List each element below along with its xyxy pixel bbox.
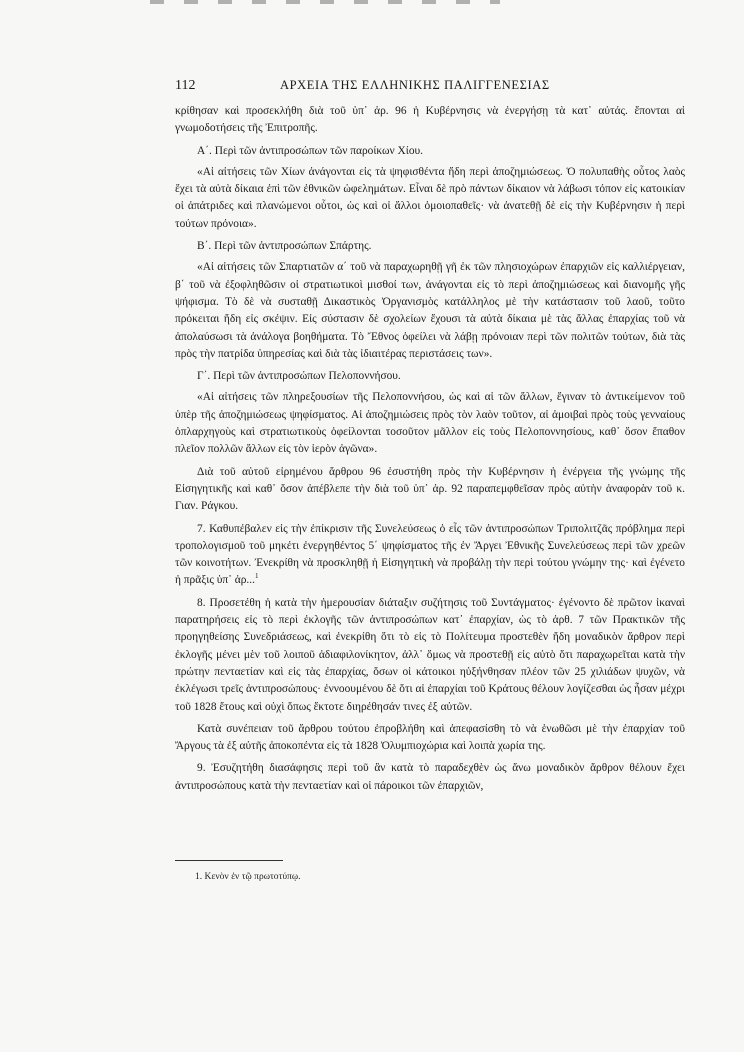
footnote-divider xyxy=(175,860,283,861)
section-heading-chios: Α΄. Περὶ τῶν ἀντιπροσώπων τῶν παροίκων Χίου. xyxy=(197,144,424,157)
running-head: ΑΡΧΕΙΑ ΤΗΣ ΕΛΛΗΝΙΚΗΣ ΠΑΛΙΓΓΕΝΕΣΙΑΣ xyxy=(280,78,550,92)
scan-artifact-top xyxy=(150,0,500,4)
paragraph-article-96: Διὰ τοῦ αὐτοῦ εἰρημένου ἄρθρου 96 ἐσυστήθη πρὸς τὴν Κυβέρνησιν ἡ ἐνέργεια τῆς γνώμης τῆς Εἰσηγητικῆς καὶ καθ᾽ ὅσον ἀπέβλεπε τὴν διὰ τοῦ ὑπ᾽ ἀρ. 92 παραπεμφθεῖσαν πρὸς αὐτὴν ἀναφορὰν τοῦ κ. Γιαν. Ράγκου. xyxy=(175,465,685,513)
footnote: 1. Κενὸν ἐν τῷ πρωτοτύπῳ. xyxy=(195,872,301,882)
footnote-mark: 1 xyxy=(254,572,259,581)
paragraph-item-7 xyxy=(175,521,685,590)
paragraph-peloponnese: «Αἱ αἰτήσεις τῶν πληρεξουσίων τῆς Πελοποννήσου, ὡς καὶ αἱ τῶν ἄλλων, ἔγιναν τὸ ἀντικείμενον τοῦ ὑπὲρ τῆς ἀποζημιώσεως ψηφίσματος. Αἱ ἀποζημιώσεις πρὸς τὸν λαὸν τοῦτον, αἱ ἀμοιβαὶ πρὸς τοὺς γενναίους ὁπλαρχηγοὺς καὶ στρατιωτικοὺς ὀφείλονται τοσοῦτον μᾶλλον εἰς τοὺς Πελοποννησίους, καθ᾽ ὅσον ἔπαθον πλεῖον πολλῶν ἄλλων εἰς τὸν ἱερὸν ἀγῶνα». xyxy=(175,391,685,456)
page-number: 112 xyxy=(175,78,196,93)
paragraph-sparta: «Αἱ αἰτήσεις τῶν Σπαρτιατῶν α΄ τοῦ νὰ παραχωρηθῇ γῆ ἐκ τῶν πλησιοχώρων ἐπαρχιῶν εἰς καλλιέργειαν, β΄ τοῦ νὰ ἐξοφληθῶσιν οἱ στρατιωτικοὶ μισθοί των, ἀνάγονται εἰς τὸ περὶ ἀποζημιώσεως καὶ διανομῆς γῆς ψήφισμα. Τὸ δὲ νὰ συσταθῇ Δικαστικὸς Ὀργανισμὸς κατάλληλος μὲ τὴν κατάστασιν τοῦ λαοῦ, τοῦτο πρόκειται ἤδη εἰς σκέψιν. Εἰς σύστασιν δὲ σχολείων ἔχουσι τὰ αὐτὰ δίκαια μὲ τὰς ἄλλας ἐπαρχίας τοῦ νὰ ἀπολαύσωσι τὰ ἀνάλογα βοηθήματα. Τὸ Ἔθνος ὀφείλει νὰ λάβῃ πρόνοιαν περὶ τῶν πολιτῶν τούτων, διὰ τὰς πρὸς τὴν πατρίδα ὑπηρεσίας καὶ διὰ τὰς ἰδιαιτέρας περιστάσεις των». xyxy=(175,261,685,360)
section-heading-sparta: Β΄. Περὶ τῶν ἀντιπροσώπων Σπάρτης. xyxy=(197,240,372,253)
paragraph-item-9: 9. Ἐσυζητήθη διασάφησις περὶ τοῦ ἂν κατὰ τὸ παραδεχθὲν ὡς ἄνω μοναδικὸν ἄρθρον θέλουν ἔχει ἀντιπροσώπους κατὰ τὴν πενταετίαν καὶ οἱ πάροικοι τῶν ἐπαρχιῶν, xyxy=(175,762,685,792)
section-heading-peloponnese: Γ΄. Περὶ τῶν ἀντιπροσώπων Πελοποννήσου. xyxy=(197,370,401,383)
paragraph-item-7-text: 7. Καθυπέβαλεν εἰς τὴν ἐπίκρισιν τῆς Συνελεύσεως ὁ εἷς τῶν ἀντιπροσώπων Τριπολιτζᾶς πρόβλημα περὶ τροπολογισμοῦ τοῦ μηκέτι ἐνεργηθέντος 5΄ ψηφίσματος τῆς ἐν Ἄργει Ἐθνικῆς Συνελεύσεως περὶ τῶν χρεῶν τῶν κοινοτήτων. Ἐνεκρίθη νὰ προσκληθῇ ἡ Εἰσηγητικὴ νὰ προβάλῃ τὴν περὶ τούτου γνώμην της· καὶ ἐγένετο ἡ πρᾶξις ὑπ᾽ ἀρ... xyxy=(175,522,685,587)
page-header xyxy=(175,78,685,98)
paragraph-continuation: κρίθησαν καὶ προσεκλήθη διὰ τοῦ ὑπ᾽ ἀρ. 96 ἡ Κυβέρνησις νὰ ἐνεργήσῃ τὰ κατ᾽ αὐτάς. ἕπονται αἱ γνωμοδοτήσεις τῆς Ἐπιτροπῆς. xyxy=(175,105,685,135)
body-text xyxy=(175,103,685,800)
paragraph-argos: Κατὰ συνέπειαν τοῦ ἄρθρου τούτου ἐπροβλήθη καὶ ἀπεφασίσθη τὸ νὰ ἑνωθῶσι μὲ τὴν ἐπαρχίαν τοῦ Ἄργους τὰ ἐξ αὐτῆς ἀποκοπέντα εἰς τὰ 1828 Ὀλυμπιοχώρια καὶ λοιπὰ χωρία της. xyxy=(175,722,685,753)
paragraph-item-8: 8. Προσετέθη ἡ κατὰ τὴν ἡμερουσίαν διάταξιν συζήτησις τοῦ Συντάγματος· ἐγένοντο δὲ πρῶτον ἱκαναὶ παρατηρήσεις εἰς τὸ περὶ ἐκλογῆς τῶν ἀντιπροσώπων κατ᾽ ἐπαρχίαν, ὡς τὸ ἀρθ. 7 τῶν Πρακτικῶν τῆς προηγηθείσης Συνεδριάσεως, καὶ ἐνεκρίθη ὅτι τὸ εἰς τὸ Πολίτευμα προστεθὲν ἤδη μοναδικὸν ἄρθρον περὶ ἐκλογῆς μένει μὲν τοῦ λοιποῦ ἀδιαφιλονίκητον, ἀλλ᾽ ὅμως νὰ προστεθῇ εἰς αὐτὸ ὅτι παραχωρεῖται κατὰ τὴν πρώτην πενταετίαν καὶ εἰς τὰς ἐπαρχίας, ὅσων οἱ κάτοικοι ηὐξήνθησαν πλέον τῶν 25 χιλιάδων ψυχῶν, νὰ ἐκλέγωσι τρεῖς ἀντιπροσώπους· ἐννοουμένου δὲ ὅτι αἱ ἐπαρχίαι τοῦ Κράτους θέλουν λογίζεσθαι ὡς ἦσαν μέχρι τοῦ 1828 ἔτους καὶ οὐχὶ ὅπως ἔκτοτε διηρέθησάν τινες ἐξ αὐτῶν. xyxy=(175,596,685,713)
paragraph-chios: «Αἱ αἰτήσεις τῶν Χίων ἀνάγονται εἰς τὰ ψηφισθέντα ἤδη περὶ ἀποζημιώσεως. Ὁ πολυπαθὴς οὗτος λαὸς ἔχει τὰ αὐτὰ δίκαια ἐπὶ τῶν ἐθνικῶν ὠφελημάτων. Εἶναι δὲ πρὸ πάντων δίκαιον νὰ λάβωσι τόπον εἰς κατοικίαν οἱ ἀπάτριδες καὶ πλανώμενοι οὗτοι, ὡς καὶ οἱ ἄλλοι ὁμοιοπαθεῖς· νὰ ἀνατεθῇ δὲ εἰς τὴν Κυβέρνησιν ἡ περὶ τούτων πρόνοια». xyxy=(175,165,685,230)
